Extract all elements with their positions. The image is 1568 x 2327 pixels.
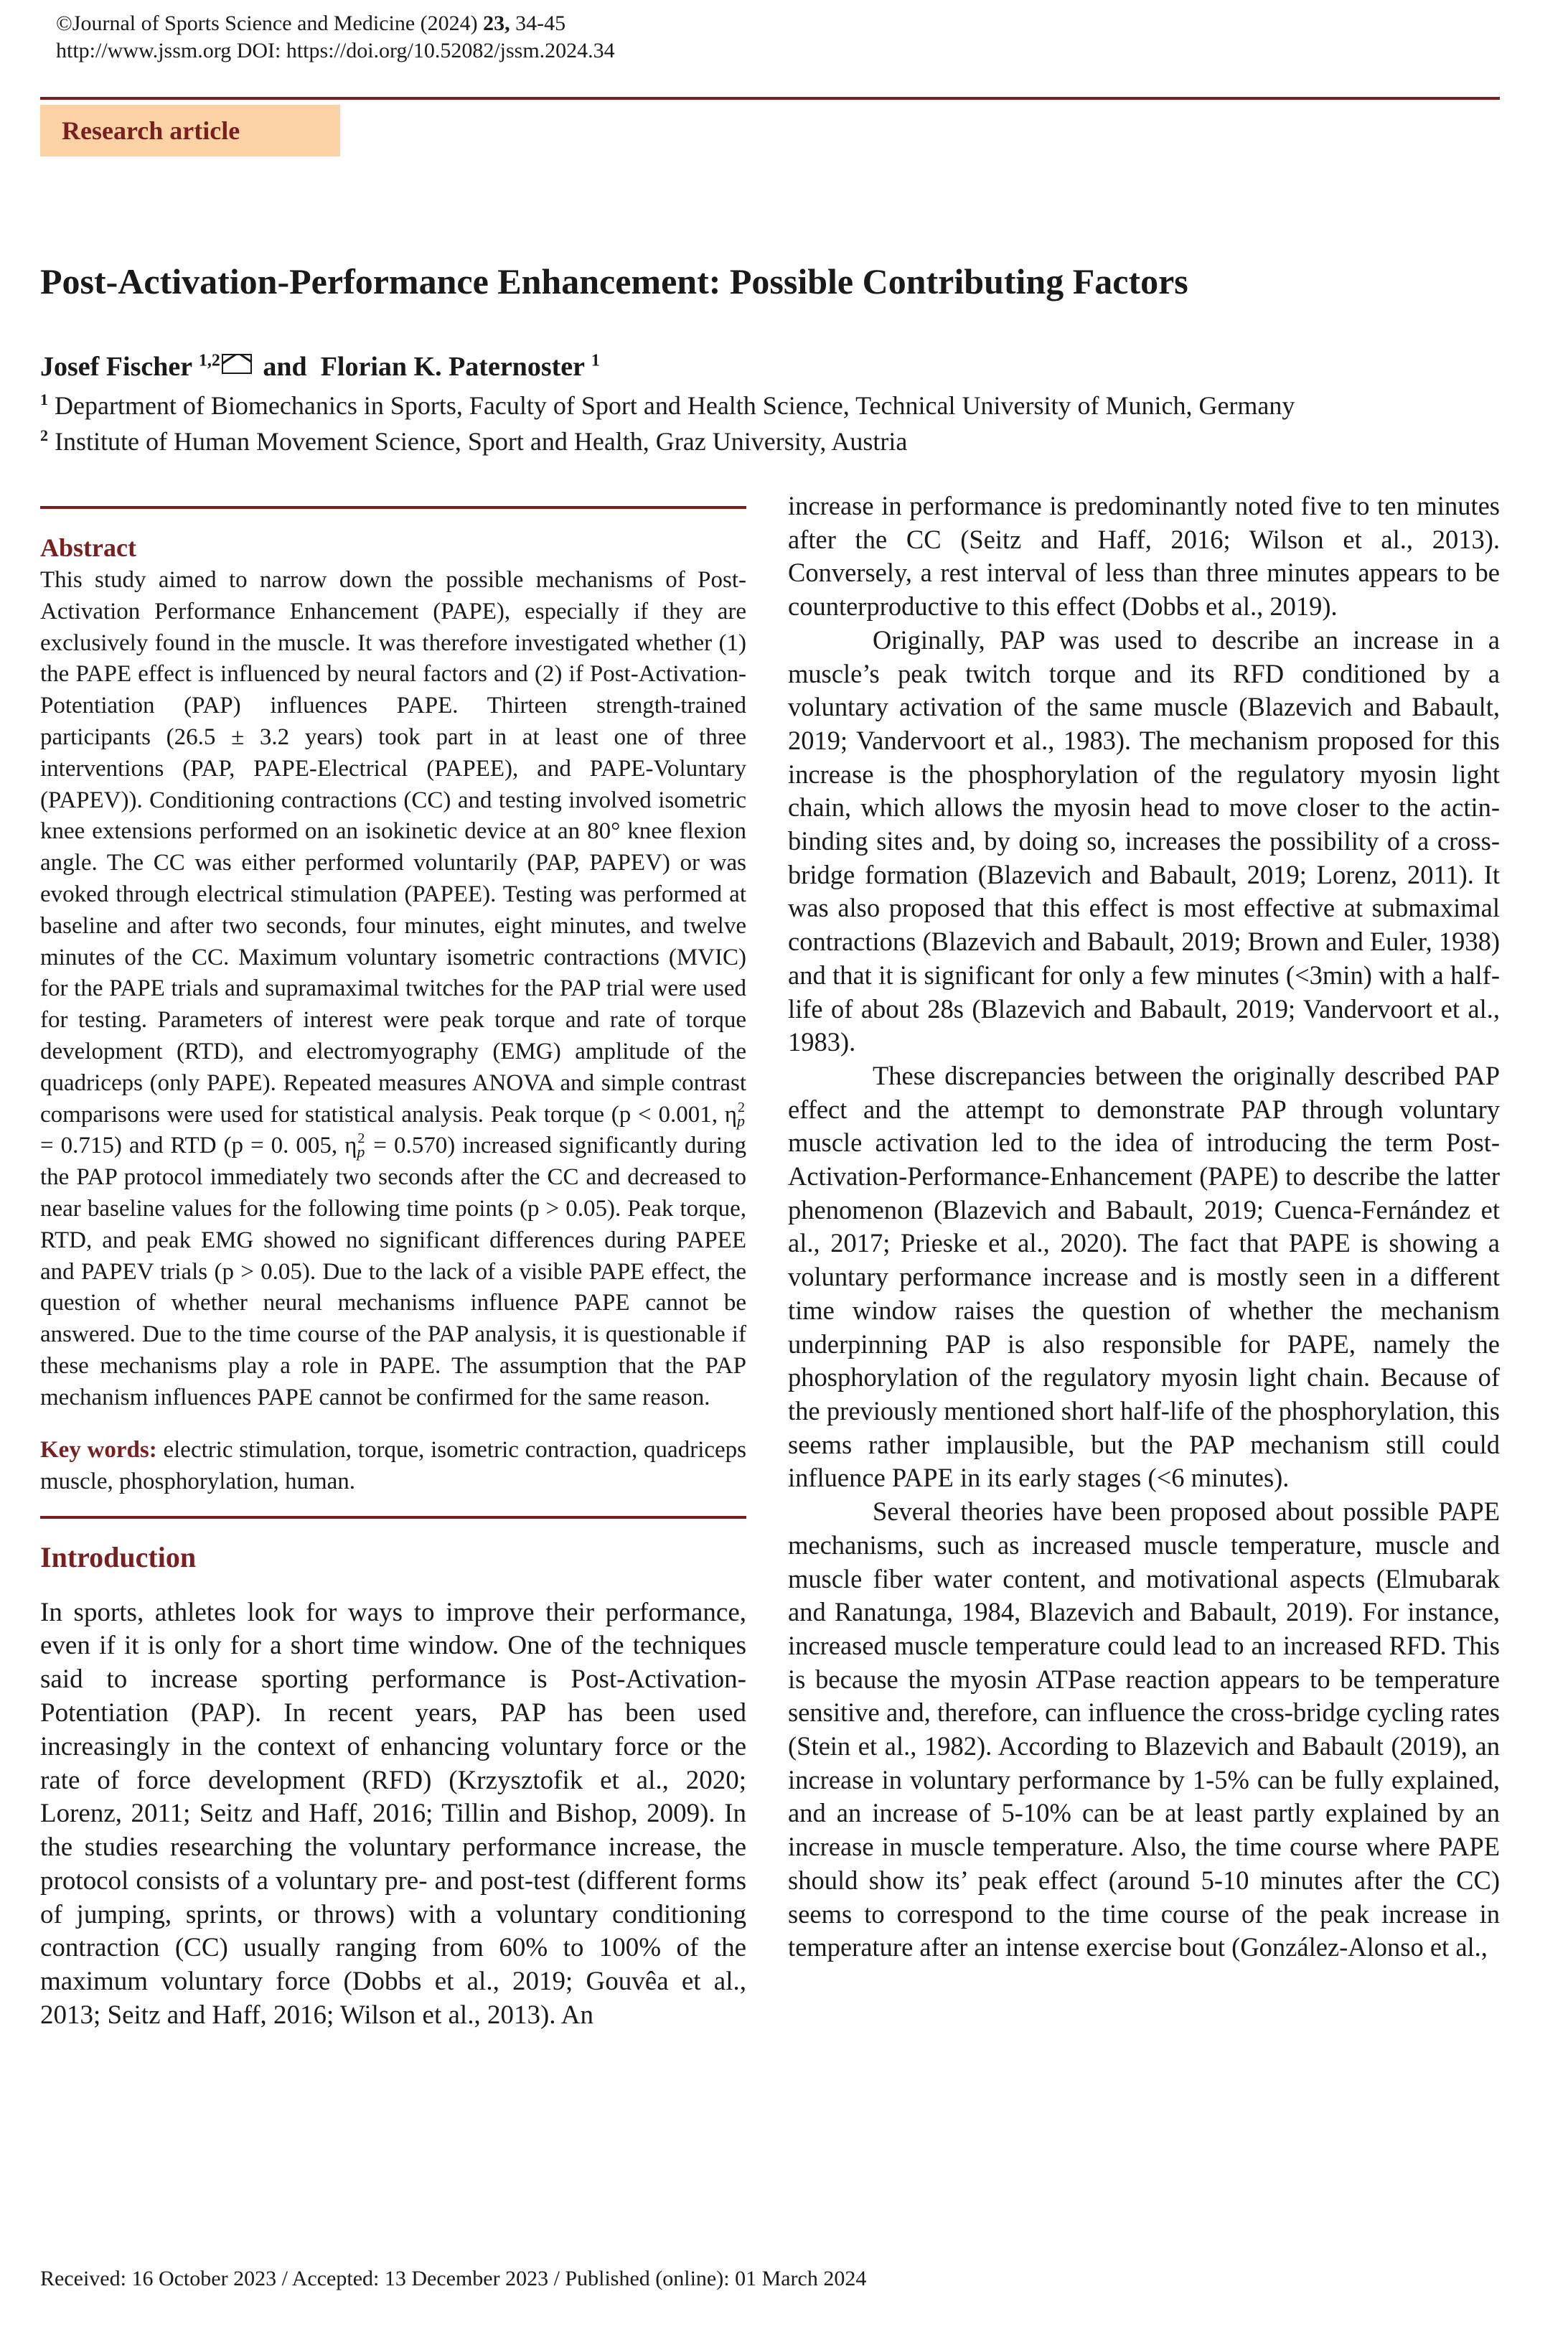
keywords-text: electric stimulation, torque, isometric contraction, quadriceps muscle, phosphorylation, human.	[40, 1436, 746, 1494]
affiliation-2-number: 2	[40, 426, 48, 444]
right-paragraph-2: Originally, PAP was used to describe an increase in a muscle’s peak twitch torque and its RFD conditioned by a voluntary activation of the same muscle (Blazevich and Babault, 2019; Vandervoort et al., 1983). The mechanism proposed for this increase is the phosphorylation of the regulatory myosin light chain, which allows the myosin head to move closer to the actin-binding sites and, by doing so, increases the possibility of a cross-bridge formation (Blazevich and Babault, 2019; Lorenz, 2011). It was also proposed that this effect is most effective at submaximal contractions (Blazevich and Babault, 2019; Brown and Euler, 1938) and that it is significant for only a few minutes (<3min) with a half-life of about 28s (Blazevich and Babault, 2019; Vandervoort et al., 1983).	[788, 624, 1500, 1057]
mail-icon[interactable]	[222, 354, 252, 374]
keywords	[40, 1434, 746, 1497]
affiliation-1-number: 1	[40, 390, 48, 408]
author-1-affil-ref: 1,2	[198, 351, 220, 370]
eta-2-subscript: p	[357, 1143, 365, 1161]
right-column	[788, 490, 1500, 1965]
abstract-text-part-3: = 0.570) increased significantly during the PAP protocol immediately two seconds after the CC and decreased to near baseline values for the following time points (p > 0.05). Peak torque, RTD, and peak EMG showed no significant differences during PAPEE and PAPEV trials (p > 0.05). Due to the lack of a visible PAPE effect, the question of whether neural mechanisms influence PAPE cannot be answered. Due to the time course of the PAP analysis, it is questionable if these mechanisms play a role in PAPE. The assumption that the PAP mechanism influences PAPE cannot be confirmed for the same reason.	[40, 1133, 746, 1410]
eta-1-subscript: p	[737, 1111, 745, 1130]
introduction-heading: Introduction	[40, 1540, 197, 1573]
affiliation-1	[40, 388, 1295, 423]
abstract-bottom-divider	[40, 1516, 746, 1519]
paper-title: Post-Activation-Performance Enhancement: Possible Contributing Factors	[40, 261, 1188, 301]
article-type-badge: Research article	[40, 105, 340, 156]
abstract-text-part-2: = 0.715) and RTD (p = 0. 005, η	[40, 1133, 357, 1159]
author-list	[40, 347, 600, 386]
eta-2-superscript: 2	[357, 1130, 365, 1147]
affiliation-1-text: Department of Biomechanics in Sports, Faculty of Sport and Health Science, Technical University of Munich, Germany	[55, 391, 1295, 420]
abstract-heading: Abstract	[40, 533, 136, 562]
left-column	[40, 506, 746, 2033]
journal-pages: 34-45	[510, 11, 566, 35]
right-paragraph-1: increase in performance is predominantly noted five to ten minutes after the CC (Seitz and Haff, 2016; Wilson et al., 2013). Conversely, a rest interval of less than three minutes appears to be counterproductive to this effect (Dobbs et al., 2019).	[788, 491, 1500, 622]
abstract-top-divider	[40, 506, 746, 509]
journal-name: ©Journal of Sports Science and Medicine (2024)	[56, 11, 484, 35]
header-divider	[40, 97, 1500, 100]
author-and: and	[263, 352, 307, 382]
journal-citation	[56, 10, 565, 37]
eta-1-superscript: 2	[738, 1099, 745, 1115]
journal-volume: 23,	[483, 11, 510, 35]
author-2-name: Florian K. Paternoster	[320, 352, 585, 382]
introduction-paragraph-1: In sports, athletes look for ways to improve their performance, even if it is only for a short time window. One of the techniques said to increase sporting performance is Post-Activation-Potentiation (PAP). In recent years, PAP has been used increasingly in the context of enhancing voluntary force or the rate of force development (RFD) (Krzysztofik et al., 2020; Lorenz, 2011; Seitz and Haff, 2016; Tillin and Bishop, 2009). In the studies researching the voluntary performance increase, the protocol consists of a voluntary pre- and post-test (different forms of jumping, sprints, or throws) with a voluntary conditioning contraction (CC) usually ranging from 60% to 100% of the maximum voluntary force (Dobbs et al., 2019; Gouvêa et al., 2013; Seitz and Haff, 2016; Wilson et al., 2013). An	[40, 1597, 746, 2031]
affiliation-2	[40, 423, 907, 459]
author-1-name: Josef Fischer	[40, 352, 192, 382]
right-paragraph-4: Several theories have been proposed about possible PAPE mechanisms, such as increased muscle temperature, muscle and muscle fiber water content, and motivational aspects (Elmubarak and Ranatunga, 1984, Blazevich and Babault, 2019). For instance, increased muscle temperature could lead to an increased RFD. This is because the myosin ATPase reaction appears to be temperature sensitive and, therefore, can influence the cross-bridge cycling rates (Stein et al., 1982). According to Blazevich and Babault (2019), an increase in voluntary performance by 1-5% can be fully explained, and an increase of 5-10% can be at least partly explained by an increase in muscle temperature. Also, the time course where PAPE should show its’ peak effect (around 5-10 minutes after the CC) seems to correspond to the time course of the peak increase in temperature after an intense exercise bout (González-Alonso et al.,	[788, 1497, 1500, 1962]
affiliation-2-text: Institute of Human Movement Science, Sport and Health, Graz University, Austria	[55, 427, 908, 456]
doi-line[interactable]: http://www.jssm.org DOI: https://doi.org/10.52082/jssm.2024.34	[56, 39, 615, 62]
publication-dates: Received: 16 October 2023 / Accepted: 13 December 2023 / Published (online): 01 March 2024	[40, 2267, 867, 2290]
keywords-label: Key words:	[40, 1436, 157, 1463]
author-2-affil-ref: 1	[591, 351, 600, 370]
abstract-text-part-1: This study aimed to narrow down the possible mechanisms of Post-Activation Performance Enhancement (PAPE), especially if they are exclusively found in the muscle. It was therefore investigated whether (1) the PAPE effect is influenced by neural factors and (2) if Post-Activation-Potentiation (PAP) influences PAPE. Thirteen strength-trained participants (26.5 ± 3.2 years) took part in at least one of three interventions (PAP, PAPE-Electrical (PAPEE), and PAPE-Voluntary (PAPEV)). Conditioning contractions (CC) and testing involved isometric knee extensions performed on an isokinetic device at an 80° knee flexion angle. The CC was either performed voluntarily (PAP, PAPEV) or was evoked through electrical stimulation (PAPEE). Testing was performed at baseline and after two seconds, four minutes, eight minutes, and twelve minutes of the CC. Maximum voluntary isometric contractions (MVIC) for the PAPE trials and supramaximal twitches for the PAP trial were used for testing. Parameters of interest were peak torque and rate of torque development (RTD), and electromyography (EMG) amplitude of the quadriceps (only PAPE). Repeated measures ANOVA and simple contrast comparisons were used for statistical analysis. Peak torque (p < 0.001, η	[40, 567, 746, 1128]
right-paragraph-3: These discrepancies between the originally described PAP effect and the attempt to demonstrate PAP through voluntary muscle activation led to the idea of introducing the term Post-Activation-Performance-Enhancement (PAPE) to describe the latter phenomenon (Blazevich and Babault, 2019; Cuenca-Fernández et al., 2017; Prieske et al., 2020). The fact that PAPE is showing a voluntary performance increase and is mostly seen in a different time window raises the question of whether the mechanism underpinning PAP is also responsible for PAPE, namely the phosphorylation of the regulatory myosin light chain. Because of the previously mentioned short half-life of the phosphorylation, this seems rather implausible, but the PAP mechanism still could influence PAPE in its early stages (<6 minutes).	[788, 1060, 1500, 1493]
abstract-text	[40, 565, 746, 1414]
